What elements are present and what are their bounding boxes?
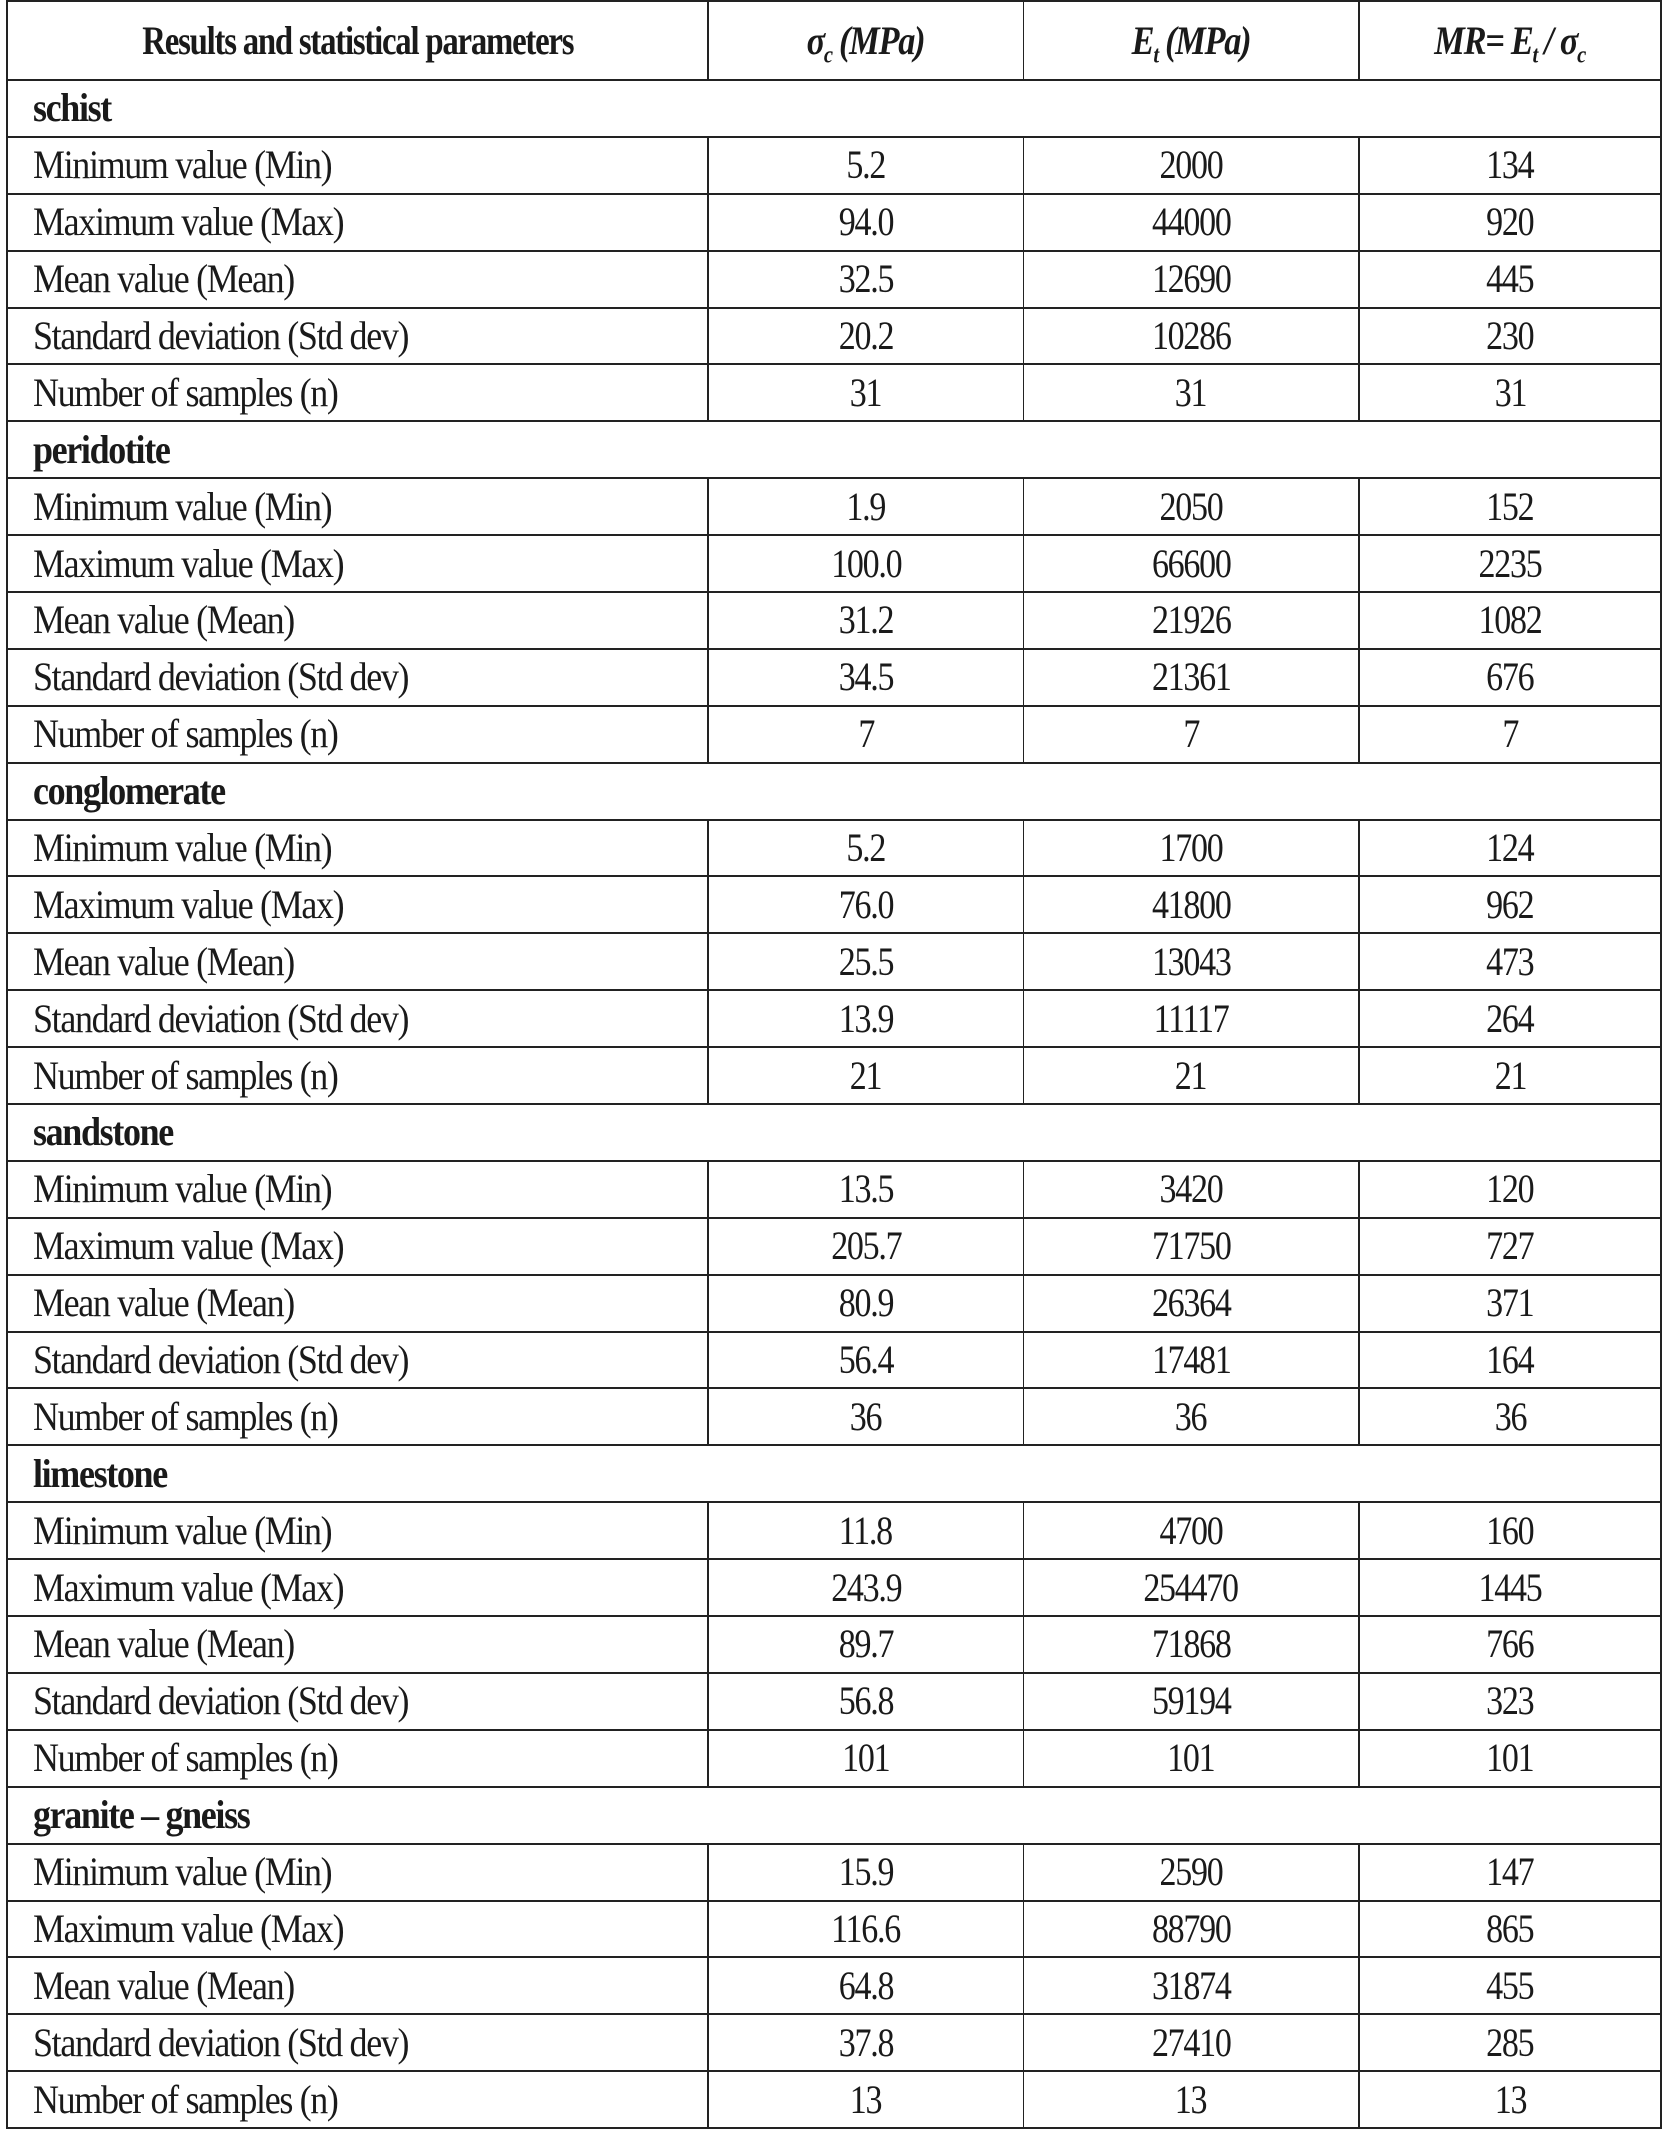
cell-sigma-c: 13.9 — [708, 990, 1023, 1047]
cell-e-t: 12690 — [1023, 251, 1359, 308]
cell-e-t: 13 — [1023, 2071, 1359, 2128]
cell-sigma-c: 25.5 — [708, 933, 1023, 990]
cell-sigma-c: 89.7 — [708, 1616, 1023, 1673]
cell-sigma-c: 11.8 — [708, 1502, 1023, 1559]
cell-e-t: 10286 — [1023, 308, 1359, 365]
cell-mr: 31 — [1359, 364, 1661, 421]
header-e-t: $E_t$ (MPa) — [1023, 1, 1359, 80]
cell-e-t: 44000 — [1023, 194, 1359, 251]
table-row — [7, 990, 1661, 1047]
cell-mr: 371 — [1359, 1275, 1661, 1332]
cell-e-t: 71868 — [1023, 1616, 1359, 1673]
cell-e-t: 17481 — [1023, 1332, 1359, 1389]
table-row — [7, 933, 1661, 990]
cell-e-t: 26364 — [1023, 1275, 1359, 1332]
cell-mr: 727 — [1359, 1218, 1661, 1275]
table-row — [7, 2071, 1661, 2128]
table-row — [7, 1730, 1661, 1787]
cell-sigma-c: 205.7 — [708, 1218, 1023, 1275]
cell-e-t: 27410 — [1023, 2014, 1359, 2071]
cell-e-t: 66600 — [1023, 535, 1359, 592]
table-row — [7, 706, 1661, 763]
row-label: Minimum value (Min) — [7, 478, 708, 535]
cell-e-t: 2050 — [1023, 478, 1359, 535]
cell-e-t: 2000 — [1023, 137, 1359, 194]
table-row — [7, 137, 1661, 194]
cell-sigma-c: 116.6 — [708, 1901, 1023, 1958]
cell-mr: 920 — [1359, 194, 1661, 251]
cell-e-t: 1700 — [1023, 820, 1359, 877]
row-label: Maximum value (Max) — [7, 535, 708, 592]
cell-mr: 7 — [1359, 706, 1661, 763]
table-row — [7, 1957, 1661, 2014]
cell-sigma-c: 21 — [708, 1047, 1023, 1104]
row-label: Minimum value (Min) — [7, 1844, 708, 1901]
header-modulus-ratio: $MR= E_t / \sigma_c$ — [1359, 1, 1661, 80]
table-row — [7, 2014, 1661, 2071]
cell-mr: 2235 — [1359, 535, 1661, 592]
table-row — [7, 1616, 1661, 1673]
row-label: Number of samples (n) — [7, 1730, 708, 1787]
cell-e-t: 3420 — [1023, 1161, 1359, 1218]
cell-mr: 1082 — [1359, 592, 1661, 649]
cell-mr: 120 — [1359, 1161, 1661, 1218]
cell-sigma-c: 34.5 — [708, 649, 1023, 706]
table-row — [7, 876, 1661, 933]
row-label: Maximum value (Max) — [7, 194, 708, 251]
section-name: sandstone — [7, 1104, 1661, 1161]
row-label: Mean value (Mean) — [7, 592, 708, 649]
row-label: Number of samples (n) — [7, 1388, 708, 1445]
cell-sigma-c: 13.5 — [708, 1161, 1023, 1218]
cell-e-t: 21361 — [1023, 649, 1359, 706]
cell-e-t: 31874 — [1023, 1957, 1359, 2014]
table-row — [7, 1559, 1661, 1616]
cell-sigma-c: 5.2 — [708, 820, 1023, 877]
table-row — [7, 478, 1661, 535]
header-sigma-c: $\sigma_c$ (MPa) — [708, 1, 1023, 80]
cell-mr: 323 — [1359, 1673, 1661, 1730]
cell-mr: 36 — [1359, 1388, 1661, 1445]
row-label: Mean value (Mean) — [7, 1957, 708, 2014]
cell-mr: 264 — [1359, 990, 1661, 1047]
row-label: Number of samples (n) — [7, 706, 708, 763]
row-label: Mean value (Mean) — [7, 1616, 708, 1673]
section-header-row — [7, 1445, 1661, 1502]
row-label: Standard deviation (Std dev) — [7, 649, 708, 706]
cell-sigma-c: 20.2 — [708, 308, 1023, 365]
cell-mr: 160 — [1359, 1502, 1661, 1559]
row-label: Minimum value (Min) — [7, 137, 708, 194]
cell-e-t: 13043 — [1023, 933, 1359, 990]
table-row — [7, 1332, 1661, 1389]
section-name: schist — [7, 80, 1661, 137]
table-row — [7, 1901, 1661, 1958]
table-row — [7, 535, 1661, 592]
cell-sigma-c: 15.9 — [708, 1844, 1023, 1901]
cell-mr: 124 — [1359, 820, 1661, 877]
table-row — [7, 194, 1661, 251]
cell-e-t: 71750 — [1023, 1218, 1359, 1275]
cell-sigma-c: 7 — [708, 706, 1023, 763]
cell-mr: 766 — [1359, 1616, 1661, 1673]
cell-sigma-c: 36 — [708, 1388, 1023, 1445]
cell-sigma-c: 1.9 — [708, 478, 1023, 535]
cell-sigma-c: 64.8 — [708, 1957, 1023, 2014]
table-row — [7, 1218, 1661, 1275]
table-row — [7, 1275, 1661, 1332]
cell-sigma-c: 101 — [708, 1730, 1023, 1787]
section-header-row — [7, 80, 1661, 137]
cell-e-t: 101 — [1023, 1730, 1359, 1787]
row-label: Mean value (Mean) — [7, 933, 708, 990]
cell-sigma-c: 80.9 — [708, 1275, 1023, 1332]
cell-mr: 13 — [1359, 2071, 1661, 2128]
cell-e-t: 4700 — [1023, 1502, 1359, 1559]
cell-e-t: 41800 — [1023, 876, 1359, 933]
cell-e-t: 254470 — [1023, 1559, 1359, 1616]
section-name: conglomerate — [7, 763, 1661, 820]
row-label: Number of samples (n) — [7, 2071, 708, 2128]
row-label: Standard deviation (Std dev) — [7, 2014, 708, 2071]
cell-mr: 134 — [1359, 137, 1661, 194]
cell-mr: 962 — [1359, 876, 1661, 933]
cell-sigma-c: 100.0 — [708, 535, 1023, 592]
section-name: peridotite — [7, 421, 1661, 478]
table-row — [7, 1844, 1661, 1901]
table-row — [7, 1673, 1661, 1730]
cell-sigma-c: 13 — [708, 2071, 1023, 2128]
cell-e-t: 21 — [1023, 1047, 1359, 1104]
row-label: Standard deviation (Std dev) — [7, 990, 708, 1047]
cell-mr: 455 — [1359, 1957, 1661, 2014]
cell-e-t: 2590 — [1023, 1844, 1359, 1901]
cell-mr: 164 — [1359, 1332, 1661, 1389]
cell-sigma-c: 56.4 — [708, 1332, 1023, 1389]
cell-mr: 1445 — [1359, 1559, 1661, 1616]
row-label: Number of samples (n) — [7, 364, 708, 421]
cell-sigma-c: 76.0 — [708, 876, 1023, 933]
cell-mr: 445 — [1359, 251, 1661, 308]
section-header-row — [7, 1787, 1661, 1844]
row-label: Mean value (Mean) — [7, 1275, 708, 1332]
cell-e-t: 59194 — [1023, 1673, 1359, 1730]
section-name: limestone — [7, 1445, 1661, 1502]
cell-mr: 101 — [1359, 1730, 1661, 1787]
table-row — [7, 251, 1661, 308]
cell-e-t: 7 — [1023, 706, 1359, 763]
row-label: Standard deviation (Std dev) — [7, 1673, 708, 1730]
row-label: Maximum value (Max) — [7, 1901, 708, 1958]
table-row — [7, 1161, 1661, 1218]
row-label: Standard deviation (Std dev) — [7, 1332, 708, 1389]
row-label: Minimum value (Min) — [7, 820, 708, 877]
cell-mr: 147 — [1359, 1844, 1661, 1901]
row-label: Standard deviation (Std dev) — [7, 308, 708, 365]
cell-mr: 285 — [1359, 2014, 1661, 2071]
header-row — [7, 1, 1661, 80]
table-row — [7, 649, 1661, 706]
cell-mr: 865 — [1359, 1901, 1661, 1958]
cell-e-t: 11117 — [1023, 990, 1359, 1047]
cell-mr: 21 — [1359, 1047, 1661, 1104]
row-label: Minimum value (Min) — [7, 1502, 708, 1559]
cell-e-t: 31 — [1023, 364, 1359, 421]
cell-e-t: 88790 — [1023, 1901, 1359, 1958]
cell-e-t: 36 — [1023, 1388, 1359, 1445]
row-label: Number of samples (n) — [7, 1047, 708, 1104]
header-parameters: Results and statistical parameters — [7, 1, 708, 80]
row-label: Maximum value (Max) — [7, 876, 708, 933]
row-label: Mean value (Mean) — [7, 251, 708, 308]
table-row — [7, 592, 1661, 649]
cell-mr: 676 — [1359, 649, 1661, 706]
cell-sigma-c: 31.2 — [708, 592, 1023, 649]
table-row — [7, 1502, 1661, 1559]
cell-sigma-c: 56.8 — [708, 1673, 1023, 1730]
rock-statistics-table — [6, 0, 1662, 2129]
cell-sigma-c: 5.2 — [708, 137, 1023, 194]
section-header-row — [7, 421, 1661, 478]
table-row — [7, 308, 1661, 365]
cell-e-t: 21926 — [1023, 592, 1359, 649]
cell-mr: 473 — [1359, 933, 1661, 990]
cell-sigma-c: 32.5 — [708, 251, 1023, 308]
cell-mr: 230 — [1359, 308, 1661, 365]
cell-sigma-c: 94.0 — [708, 194, 1023, 251]
table-row — [7, 820, 1661, 877]
cell-sigma-c: 37.8 — [708, 2014, 1023, 2071]
cell-mr: 152 — [1359, 478, 1661, 535]
section-header-row — [7, 1104, 1661, 1161]
row-label: Maximum value (Max) — [7, 1559, 708, 1616]
row-label: Maximum value (Max) — [7, 1218, 708, 1275]
table-row — [7, 1388, 1661, 1445]
cell-sigma-c: 243.9 — [708, 1559, 1023, 1616]
table-row — [7, 364, 1661, 421]
table-row — [7, 1047, 1661, 1104]
cell-sigma-c: 31 — [708, 364, 1023, 421]
section-name: granite – gneiss — [7, 1787, 1661, 1844]
row-label: Minimum value (Min) — [7, 1161, 708, 1218]
section-header-row — [7, 763, 1661, 820]
